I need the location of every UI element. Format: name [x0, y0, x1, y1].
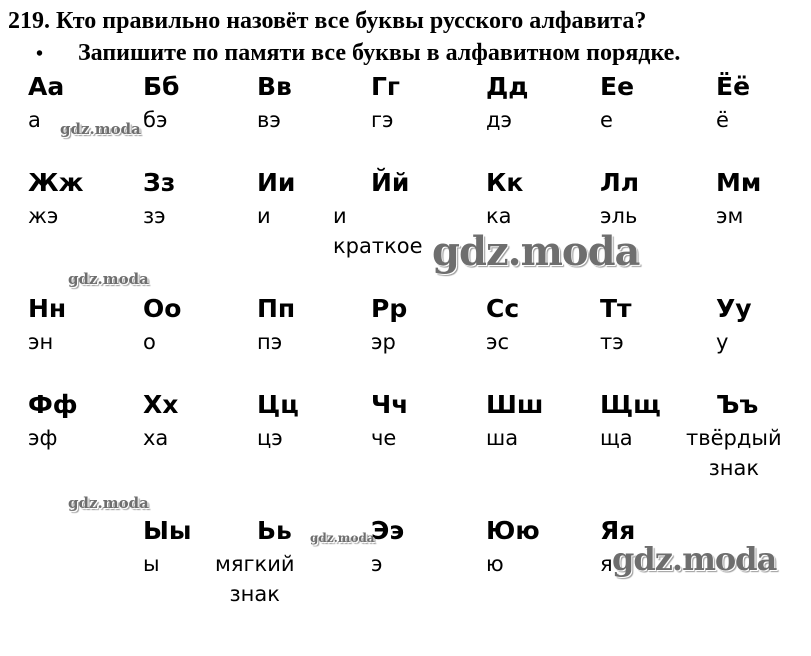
- letter-name: эс: [486, 330, 510, 354]
- alphabet-cell: [600, 294, 632, 357]
- letter-pair: Юю: [486, 516, 540, 545]
- letter-pair: Аа: [28, 72, 65, 101]
- watermark: gdz.moda: [68, 270, 149, 288]
- letter-name: ща: [600, 426, 633, 450]
- watermark: gdz.moda: [432, 228, 640, 275]
- letter-pair: Бб: [143, 72, 180, 101]
- alphabet-cell: [143, 294, 181, 357]
- alphabet-cell: [486, 72, 528, 135]
- letter-pair: Щщ: [600, 390, 661, 419]
- letter-name: вэ: [257, 108, 281, 132]
- alphabet-cell: [600, 390, 661, 453]
- watermark: gdz.moda: [60, 120, 141, 138]
- letter-name: е: [600, 108, 613, 132]
- alphabet-cell: [28, 390, 78, 453]
- letter-pair: Дд: [486, 72, 529, 101]
- letter-name: ы: [143, 552, 160, 576]
- letter-pair: Лл: [600, 168, 640, 197]
- letter-name: э: [371, 552, 383, 576]
- alphabet-cell: [716, 72, 750, 135]
- letter-pair: Чч: [371, 390, 409, 419]
- alphabet-cell: [257, 168, 295, 231]
- letter-name: у: [716, 330, 729, 354]
- letter-pair: Хх: [143, 390, 179, 419]
- letter-name: мягкий знак: [215, 552, 295, 606]
- letter-pair: Ьь: [257, 516, 292, 545]
- letter-name: цэ: [257, 426, 283, 450]
- letter-name: тэ: [600, 330, 624, 354]
- alphabet-cell: [371, 390, 408, 453]
- letter-pair: Нн: [28, 294, 67, 323]
- letter-name: твёрдый знак: [686, 426, 782, 480]
- letter-pair: Ии: [257, 168, 296, 197]
- alphabet-cell: [143, 516, 192, 579]
- alphabet-cell: [486, 516, 540, 579]
- letter-pair: Вв: [257, 72, 292, 101]
- letter-name: жэ: [28, 204, 59, 228]
- task-title: 219. Кто правильно назовёт все буквы русского алфавита?: [8, 8, 647, 34]
- alphabet-cell: [371, 72, 400, 135]
- letter-name: че: [371, 426, 397, 450]
- bullet-mark: •: [36, 43, 44, 65]
- alphabet-cell: [716, 168, 761, 231]
- letter-pair: Ыы: [143, 516, 192, 545]
- letter-name: ю: [486, 552, 504, 576]
- letter-name: ха: [143, 426, 169, 450]
- alphabet-cell: [486, 390, 543, 453]
- letter-name: ка: [486, 204, 512, 228]
- letter-name: гэ: [371, 108, 394, 132]
- letter-pair: Рр: [371, 294, 408, 323]
- alphabet-cell: [28, 294, 66, 357]
- letter-pair: Ээ: [371, 516, 405, 545]
- letter-pair: Мм: [716, 168, 762, 197]
- letter-name: эль: [600, 204, 638, 228]
- letter-name: о: [143, 330, 156, 354]
- letter-pair: Жж: [28, 168, 84, 197]
- letter-name: ша: [486, 426, 519, 450]
- alphabet-cell: [143, 168, 175, 231]
- letter-name: пэ: [257, 330, 283, 354]
- alphabet-cell: [28, 72, 64, 135]
- letter-name: эм: [716, 204, 744, 228]
- letter-name: и: [257, 204, 271, 228]
- letter-pair: Ъъ: [716, 390, 759, 419]
- watermark: gdz.moda: [68, 494, 149, 512]
- letter-name: и краткое: [333, 204, 423, 258]
- letter-pair: Йй: [371, 168, 410, 197]
- letter-pair: Цц: [257, 390, 299, 419]
- alphabet-cell: [371, 516, 404, 579]
- letter-pair: Тт: [600, 294, 632, 323]
- letter-pair: Кк: [486, 168, 524, 197]
- alphabet-cell: [257, 390, 299, 453]
- alphabet-cell: [257, 294, 295, 357]
- letter-pair: Ёё: [716, 72, 751, 101]
- watermark: gdz.moda: [612, 540, 777, 578]
- alphabet-cell: [371, 294, 407, 357]
- letter-name: дэ: [486, 108, 513, 132]
- letter-pair: Оо: [143, 294, 182, 323]
- alphabet-cell: [716, 294, 752, 357]
- alphabet-cell: [257, 72, 292, 135]
- letter-pair: Зз: [143, 168, 176, 197]
- letter-name: а: [28, 108, 41, 132]
- letter-name: ё: [716, 108, 729, 132]
- letter-pair: Фф: [28, 390, 78, 419]
- alphabet-cell: [215, 516, 295, 609]
- letter-name: бэ: [143, 108, 168, 132]
- letter-name: я: [600, 552, 613, 576]
- letter-name: зэ: [143, 204, 166, 228]
- alphabet-cell: [486, 294, 519, 357]
- alphabet-cell: [486, 168, 523, 231]
- alphabet-cell: [686, 390, 782, 483]
- letter-name: эф: [28, 426, 58, 450]
- letter-pair: Яя: [600, 516, 636, 545]
- task-instruction: Запишите по памяти все буквы в алфавитном порядке.: [78, 40, 681, 66]
- letter-pair: Уу: [716, 294, 752, 323]
- alphabet-cell: [28, 168, 83, 231]
- letter-pair: Шш: [486, 390, 544, 419]
- alphabet-cell: [600, 168, 639, 231]
- watermark: gdz.moda: [310, 531, 375, 545]
- alphabet-cell: [143, 72, 180, 135]
- alphabet-cell: [333, 168, 423, 261]
- letter-pair: Пп: [257, 294, 296, 323]
- alphabet-cell: [600, 72, 634, 135]
- task-instruction-line: [36, 38, 680, 69]
- letter-pair: Сс: [486, 294, 520, 323]
- letter-pair: Гг: [371, 72, 400, 101]
- letter-name: эн: [28, 330, 54, 354]
- alphabet-cell: [143, 390, 178, 453]
- letter-name: эр: [371, 330, 396, 354]
- letter-pair: Ее: [600, 72, 635, 101]
